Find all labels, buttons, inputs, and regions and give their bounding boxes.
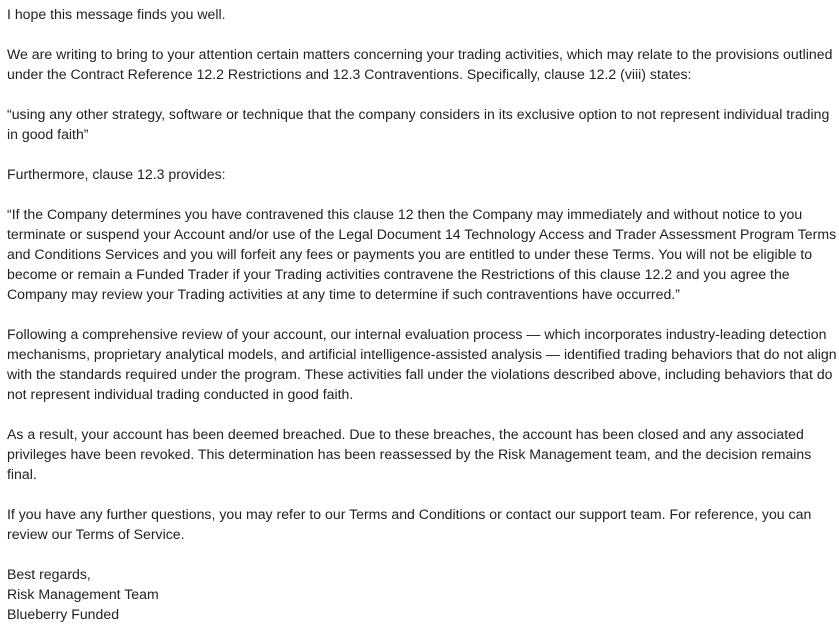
email-body [7, 4, 835, 624]
quote-line: become or remain a Funded Trader if your Trading activities contravene the Restrictions of this clause 12.2 and you agree the [7, 266, 790, 282]
review-line: not represent individual trading conducted in good faith. [7, 386, 354, 402]
intro-line: We are writing to bring to your attention certain matters concerning your trading activities, which may relate to the provisions outlined [7, 46, 833, 62]
greeting-paragraph [7, 4, 835, 24]
quote-line: “If the Company determines you have contravened this clause 12 then the Company may immediately and without notice to you [7, 206, 803, 222]
quote-line: and Conditions Services and you will forfeit any fees or payments you are entitled to under these Terms. You will not be eligible to [7, 246, 813, 262]
intro-line: under the Contract Reference 12.2 Restrictions and 12.3 Contraventions. Specifically, clause 12.2 (viii) states: [7, 66, 692, 82]
result-line: As a result, your account has been deemed breached. Due to these breaches, the account has been closed and any associated [7, 426, 804, 442]
signature-block [7, 564, 835, 624]
transition-paragraph [7, 164, 835, 184]
clause-12-2-quote [7, 104, 835, 144]
further-line: review our Terms of Service. [7, 526, 185, 542]
further-questions-paragraph [7, 504, 835, 544]
review-paragraph [7, 324, 835, 404]
signature-company: Blueberry Funded [7, 606, 120, 622]
clause-12-3-quote [7, 204, 835, 304]
signature-team: Risk Management Team [7, 586, 159, 602]
review-line: Following a comprehensive review of your account, our internal evaluation process — which incorporates industry-leading detection [7, 326, 827, 342]
result-line: privileges have been revoked. This determination has been reassessed by the Risk Management team, and the decision remains [7, 446, 812, 462]
review-line: with the standards required under the program. These activities fall under the violations described above, including behaviors that do [7, 366, 833, 382]
result-paragraph [7, 424, 835, 484]
quote-line: terminate or suspend your Account and/or use of the Legal Document 14 Technology Access and Trader Assessment Program Terms [7, 226, 837, 242]
greeting-line: I hope this message finds you well. [7, 6, 226, 22]
transition-line: Furthermore, clause 12.3 provides: [7, 166, 226, 182]
review-line: mechanisms, proprietary analytical models, and artificial intelligence-assisted analysis — identified trading behaviors that do not align [7, 346, 837, 362]
further-line: If you have any further questions, you may refer to our Terms and Conditions or contact our support team. For reference, you can [7, 506, 812, 522]
result-line: final. [7, 466, 37, 482]
quote-line: in good faith” [7, 126, 89, 142]
quote-line: Company may review your Trading activities at any time to determine if such contraventions have occurred.” [7, 286, 680, 302]
quote-line: “using any other strategy, software or technique that the company considers in its exclusive option to not represent individual trading [7, 106, 830, 122]
intro-paragraph [7, 44, 835, 84]
closing-line: Best regards, [7, 566, 91, 582]
